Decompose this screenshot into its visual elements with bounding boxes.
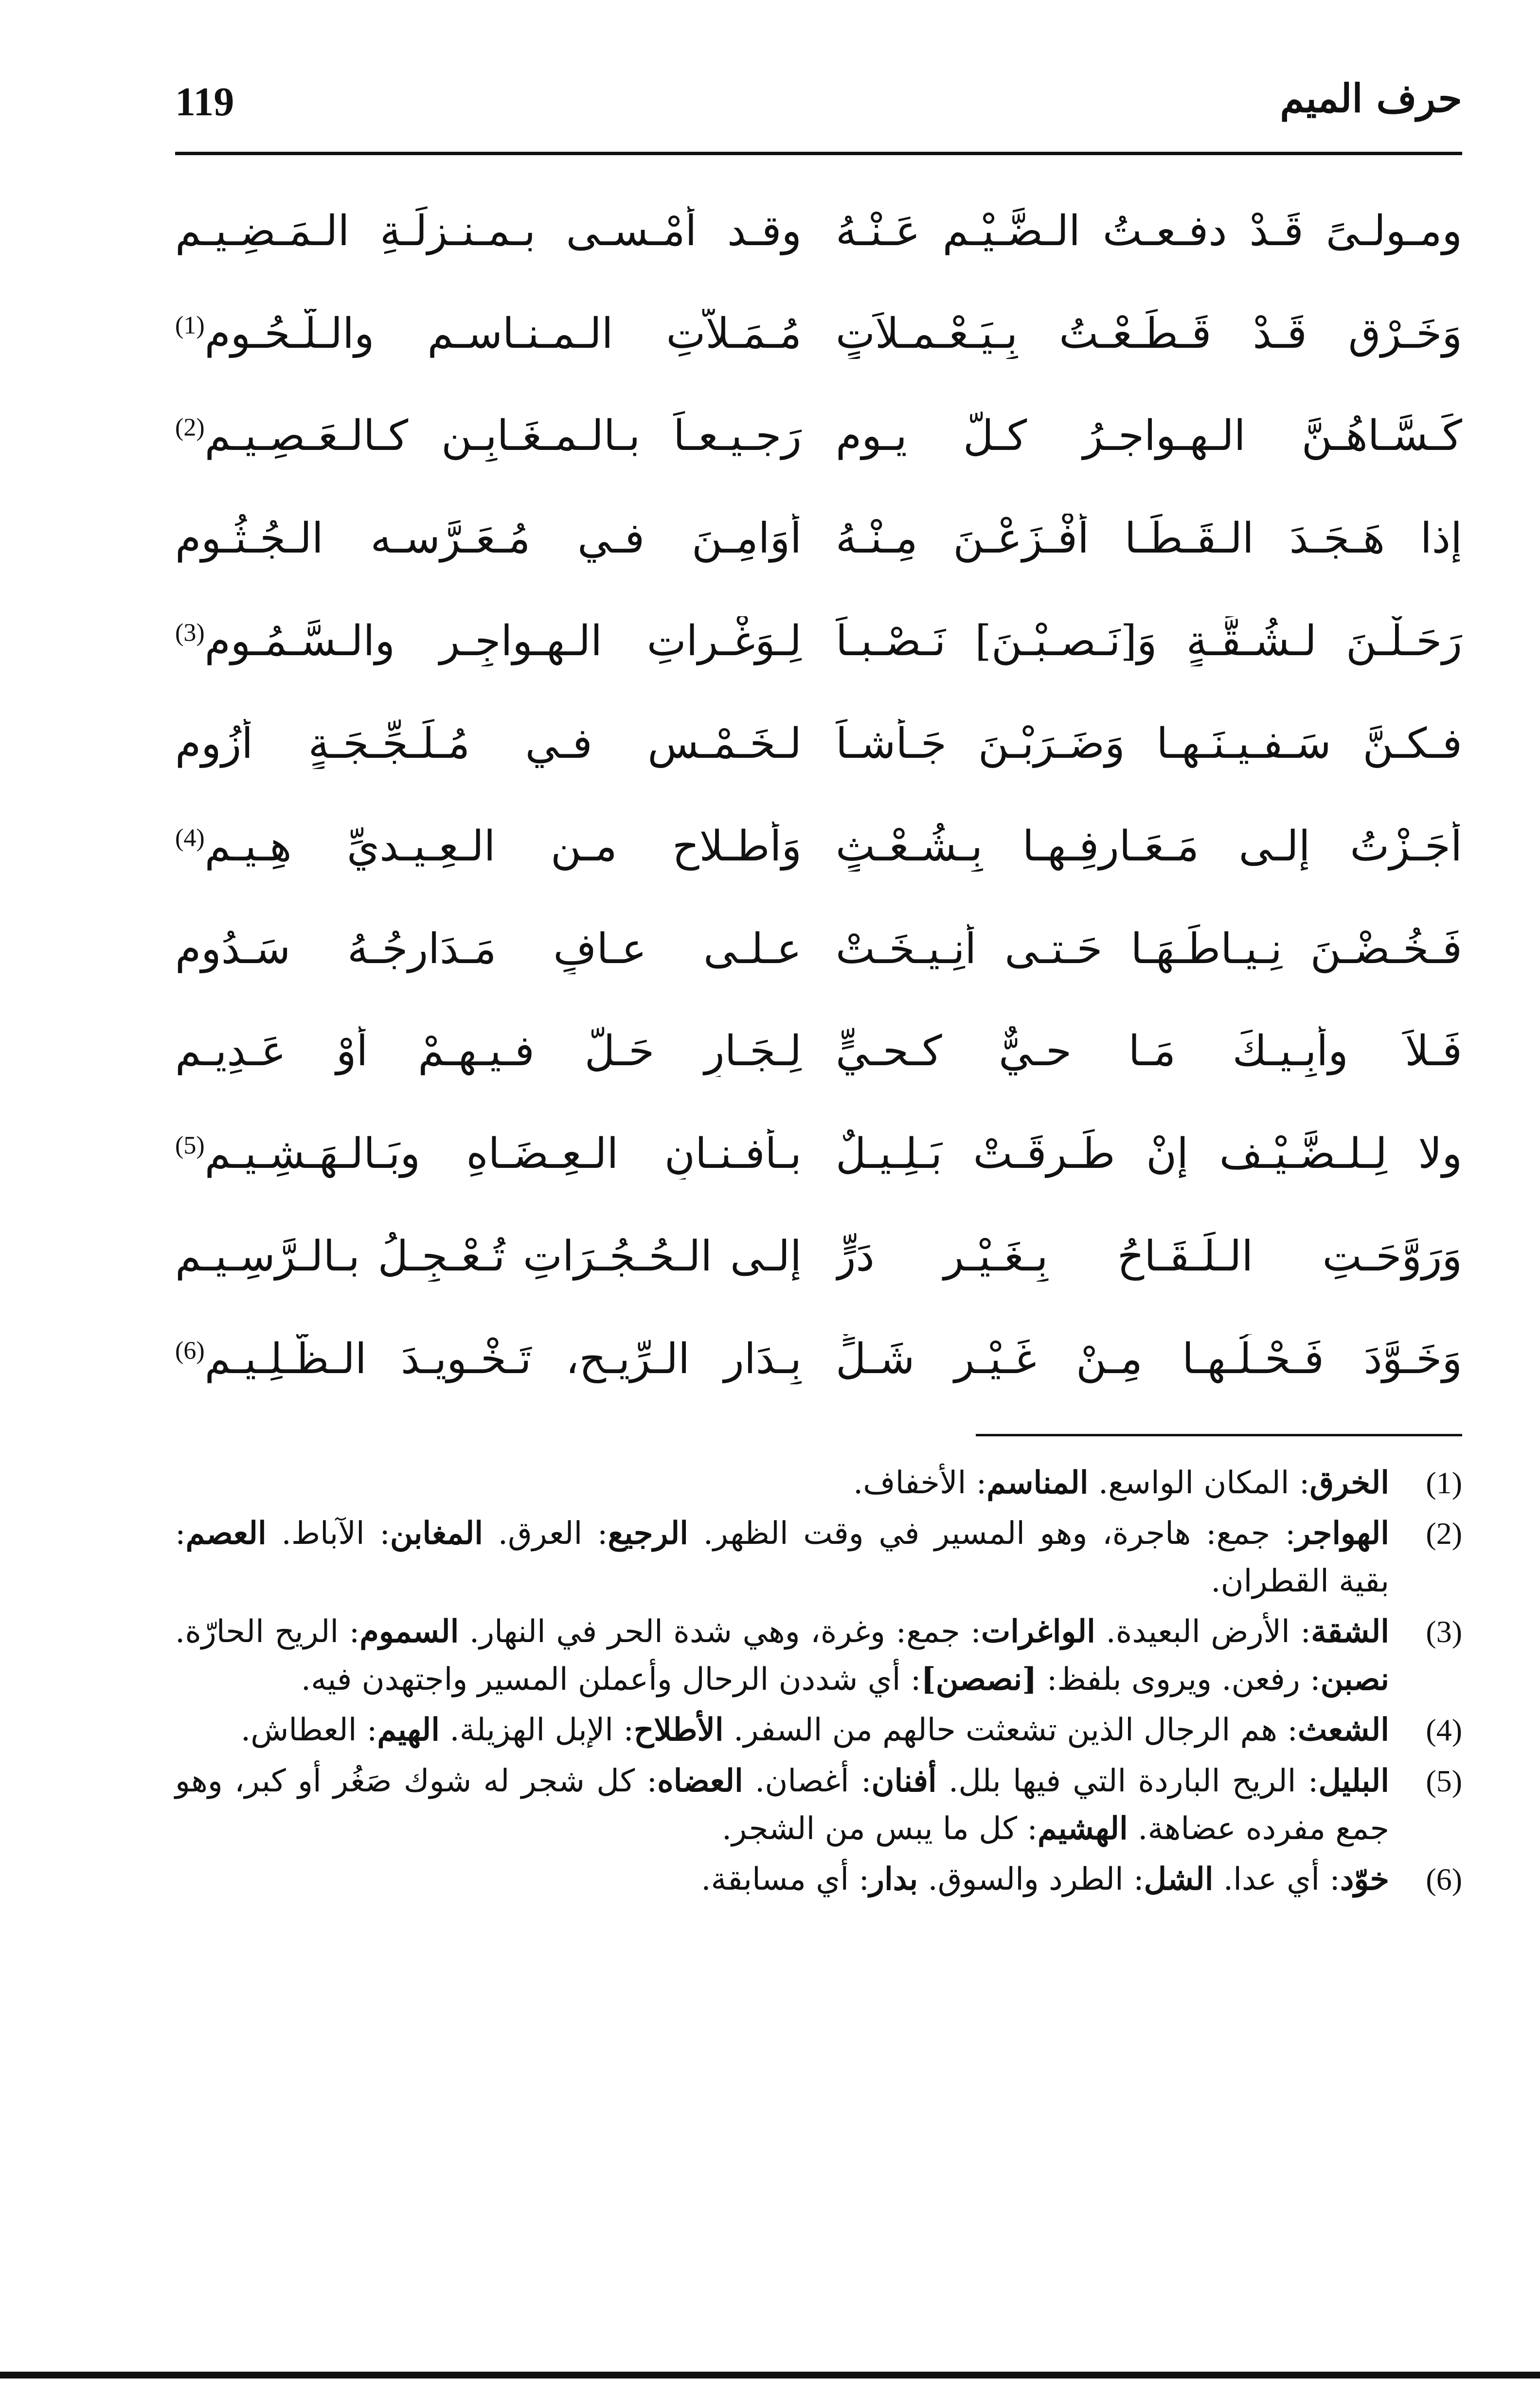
footnote-definition: : أغصان. bbox=[743, 1763, 872, 1799]
page-bottom-edge bbox=[0, 2372, 1540, 2378]
running-header-title: حرف الميم bbox=[1280, 75, 1462, 121]
footnote-text bbox=[175, 1856, 1389, 1903]
verse-line bbox=[175, 693, 1462, 795]
footnote-term: الهيم bbox=[377, 1712, 440, 1749]
footnote-number: (1) bbox=[1426, 1466, 1462, 1500]
footnote-term: البليل bbox=[1318, 1762, 1389, 1799]
poem bbox=[175, 180, 1462, 1411]
footnote-reference: (3) bbox=[175, 619, 205, 647]
verse-second-hemistich: أوَامِـنَ فـي مُـعَـرَّسـه الـجُـثُـوم bbox=[175, 514, 802, 563]
verse-first-hemistich: فَـخُـضْـنَ نِـيـاطَـهَـا حَـتـى أُنِـيـخَـتْ bbox=[836, 924, 1462, 973]
footnote-definition: : أي شددن الرحال وأعملن المسير واجتهدن فيه. bbox=[301, 1662, 921, 1698]
verse-second-hemistich-wrap bbox=[175, 719, 802, 769]
footnote-item bbox=[175, 1459, 1462, 1507]
footnote-item bbox=[175, 1608, 1462, 1704]
verse-second-hemistich-wrap bbox=[175, 1026, 802, 1076]
footnote-term: الهواجر bbox=[1295, 1515, 1389, 1552]
verse-first-hemistich: فـكـنَّ سَـفـيـنَـهـا وَضَـرَبْـنَ جَـأْشـاً bbox=[836, 719, 1462, 768]
verse-second-hemistich: لِـوَغْـراتِ الـهـواجِـر والـسَّـمُـومِ bbox=[204, 617, 802, 666]
footnote-reference: (5) bbox=[175, 1131, 205, 1160]
verse-second-hemistich-wrap bbox=[175, 924, 802, 974]
footnote-number: (2) bbox=[1426, 1516, 1462, 1551]
footnote-item bbox=[175, 1706, 1462, 1754]
footnote-number: (6) bbox=[1426, 1862, 1462, 1897]
footnote-text bbox=[175, 1706, 1389, 1754]
footnote-definition: : الطرد والسوق. bbox=[918, 1861, 1144, 1898]
verse-first-hemistich: رَحَـلْـنَ لـشُـقَّـةٍ وَ[نَـصـبْـنَ] نَـصْـبـاً bbox=[836, 617, 1462, 666]
footnote-definition: : جمع: وغرة، وهي شدة الحر في النهار. bbox=[459, 1613, 981, 1650]
verse-line bbox=[175, 1001, 1462, 1103]
footnote-reference: (4) bbox=[175, 824, 205, 852]
footnote-text bbox=[175, 1757, 1389, 1853]
footnote-term: السموم bbox=[359, 1613, 459, 1650]
footnote-definition: : رفعن. ويروى بلفظ: bbox=[1037, 1662, 1321, 1698]
footnote-text bbox=[175, 1459, 1389, 1507]
footnote-item bbox=[175, 1856, 1462, 1903]
footnote-term: الشقة bbox=[1310, 1613, 1390, 1650]
verse-second-hemistich: وقـد أمْـسـى بـمـنـزلَـةِ الـمَـضِـيـم bbox=[175, 206, 802, 255]
footnote-term: الهشيم bbox=[1037, 1810, 1128, 1847]
footnote-reference: (1) bbox=[175, 311, 205, 339]
verse-line bbox=[175, 898, 1462, 1001]
footnote-term: الخرق bbox=[1309, 1465, 1389, 1501]
verse-second-hemistich: رَجـيـعـاً بـالـمـغَـابِـنِ كـالـعَـصِـيـمِ bbox=[204, 411, 802, 461]
verse-second-hemistich-wrap bbox=[175, 616, 802, 666]
footnote-number: (5) bbox=[1426, 1763, 1462, 1798]
verse-first-hemistich: أجَـزْتُ إلـى مَـعَـارِفِـهـا بِـشُـعْـثٍ bbox=[836, 822, 1462, 871]
verse-second-hemistich-wrap bbox=[175, 514, 802, 564]
footnote-definition: : جمع: هاجرة، وهو المسير في وقت الظهر. bbox=[688, 1516, 1296, 1552]
verse-line bbox=[175, 590, 1462, 693]
verse-second-hemistich: عـلـى عـافٍ مَـدَارِجُـهُ سَـدُوم bbox=[175, 924, 802, 973]
footnote-reference: (2) bbox=[175, 413, 205, 442]
verse-second-hemistich-wrap bbox=[175, 309, 802, 359]
footnote-text bbox=[175, 1608, 1389, 1704]
footnote-definition: : أي عدا. bbox=[1213, 1861, 1340, 1898]
verse-line bbox=[175, 283, 1462, 385]
footnote-definition: : المكان الواسع. bbox=[1088, 1465, 1310, 1501]
verse-first-hemistich: ولا لِـلـضَّـيْـف إنْ طَـرقَـتْ بَـلِـيـلٌ bbox=[836, 1129, 1462, 1179]
footnote-term: بدار bbox=[869, 1861, 918, 1898]
verse-line bbox=[175, 385, 1462, 488]
footnote-term: أفنان bbox=[871, 1762, 937, 1799]
footnote-definition: : كل ما يبس من الشجر. bbox=[721, 1810, 1038, 1847]
page-number: 119 bbox=[175, 79, 234, 125]
footnote-number: (4) bbox=[1426, 1713, 1462, 1748]
footnote-rule bbox=[976, 1434, 1462, 1436]
footnote-definition: : هم الرجال الذين تشعثت حالهم من السفر. bbox=[723, 1712, 1298, 1749]
verse-first-hemistich: ومـولـىً قَـدْ دفـعـتُ الـضَّـيْـم عَـنْـهُ bbox=[836, 206, 1462, 255]
footnote-definition: : العطاش. bbox=[240, 1712, 377, 1749]
verse-first-hemistich: إذا هَـجَـدَ الـقَـطَـا أفْـزَعْـنَ مِـنْـهُ bbox=[836, 514, 1462, 563]
verse-first-hemistich: فَـلاَ وأبِـيـكَ مَـا حـيٌّ كـحـيٍّ bbox=[836, 1027, 1462, 1076]
footnote-term: الرجيع bbox=[608, 1515, 688, 1552]
footnote-definition: : كل شجر له شوك صَغُر أو كبر، وهو جمع مفرده عضاهة. bbox=[175, 1763, 1389, 1847]
verse-line bbox=[175, 180, 1462, 283]
verse-second-hemistich-wrap bbox=[175, 411, 802, 461]
footnote-term: الشعث bbox=[1297, 1712, 1389, 1749]
footnote-text bbox=[175, 1510, 1389, 1605]
footnote-term: المناسم bbox=[986, 1465, 1089, 1501]
footnote-term: الأطلاح bbox=[633, 1712, 724, 1749]
footnote-term: العضاه bbox=[657, 1762, 743, 1799]
verse-first-hemistich: وَخَـرْقٍ قَـدْ قَـطَـعْـتُ بِـيَـعْـمـلاَتٍ bbox=[836, 309, 1462, 358]
verse-second-hemistich-wrap bbox=[175, 1129, 802, 1179]
footnote-item bbox=[175, 1510, 1462, 1605]
verse-second-hemistich: بـأفـنـانِ الـعِـضَـاهِ وبَـالـهَـشِـيـمِ bbox=[204, 1129, 802, 1179]
verse-second-hemistich-wrap bbox=[175, 822, 802, 872]
footnote-definition: : الريح الباردة التي فيها بلل. bbox=[936, 1763, 1319, 1799]
footnote-item bbox=[175, 1757, 1462, 1853]
verse-line bbox=[175, 795, 1462, 898]
footnote-term: العصم bbox=[185, 1515, 267, 1552]
verse-line bbox=[175, 487, 1462, 590]
footnote-definition: : الريح الحارّة. bbox=[175, 1613, 360, 1650]
footnote-definition: : بقية القطران. bbox=[175, 1516, 1389, 1599]
footnote-definition: : أي مسابقة. bbox=[701, 1861, 870, 1898]
footnote-term: خوّد bbox=[1340, 1861, 1389, 1898]
footnote-definition: : الأرض البعيدة. bbox=[1095, 1613, 1311, 1650]
verse-second-hemistich: مُـمَـلاَّتِ الـمـنـاسـم والـلّـحُـومِ bbox=[204, 309, 802, 358]
verse-second-hemistich: بِـدَارِ الـرِّيـحِ، تَـخْـوِيـدَ الـظَّـلِـيـمِ bbox=[204, 1334, 802, 1383]
verse-second-hemistich: وَأطـلاح مـن الـعِـيـديِّ هِـيـمِ bbox=[204, 822, 802, 871]
footnote-definition: : الآباط. bbox=[266, 1516, 390, 1552]
verse-line bbox=[175, 1103, 1462, 1205]
footnotes bbox=[175, 1459, 1462, 1906]
footnote-definition: : العرق. bbox=[483, 1516, 608, 1552]
verse-first-hemistich: كَـسَّـاهُـنَّ الـهـواجـرُ كـلَّ يـوم bbox=[836, 411, 1462, 461]
footnote-reference: (6) bbox=[175, 1337, 205, 1365]
verse-second-hemistich: لِـجَـارٍ حَـلَّ فـيـهِـمْ أَوْ عَـدِيـم bbox=[175, 1027, 802, 1076]
footnote-number: (3) bbox=[1426, 1614, 1462, 1649]
footnote-term: [نصصن] bbox=[921, 1661, 1037, 1698]
footnote-definition: : الإبل الهزيلة. bbox=[440, 1712, 634, 1749]
footnote-term: الشل bbox=[1144, 1861, 1214, 1898]
verse-second-hemistich-wrap bbox=[175, 1232, 802, 1282]
footnote-term: نصبن bbox=[1320, 1661, 1389, 1698]
verse-first-hemistich: وَرَوَّحَـتِ الـلِّـقَـاحُ بِـغَـيْـرِ دَرٍّ bbox=[836, 1232, 1462, 1281]
footnote-term: المغابن bbox=[390, 1515, 483, 1552]
header-rule bbox=[175, 152, 1462, 155]
footnote-term: الواغرات bbox=[981, 1613, 1095, 1650]
verse-first-hemistich: وَخَـوَّدَ فَـحْـلُـهـا مِـنْ غَـيْـرِ شَـلٍّ bbox=[836, 1334, 1462, 1383]
verse-second-hemistich: لـخَـمْـسٍ فـي مُـلَـجِّـجَـةٍ أَزُوم bbox=[175, 719, 802, 768]
verse-second-hemistich: إلـى الـحُـجُـرَاتِ تُـعْـجِـلُ بـالـرَّسِـيـم bbox=[175, 1232, 802, 1281]
verse-line bbox=[175, 1308, 1462, 1411]
verse-line bbox=[175, 1205, 1462, 1308]
verse-second-hemistich-wrap bbox=[175, 1334, 802, 1384]
footnote-definition: : الأخفاف. bbox=[853, 1465, 987, 1501]
verse-second-hemistich-wrap bbox=[175, 206, 802, 256]
